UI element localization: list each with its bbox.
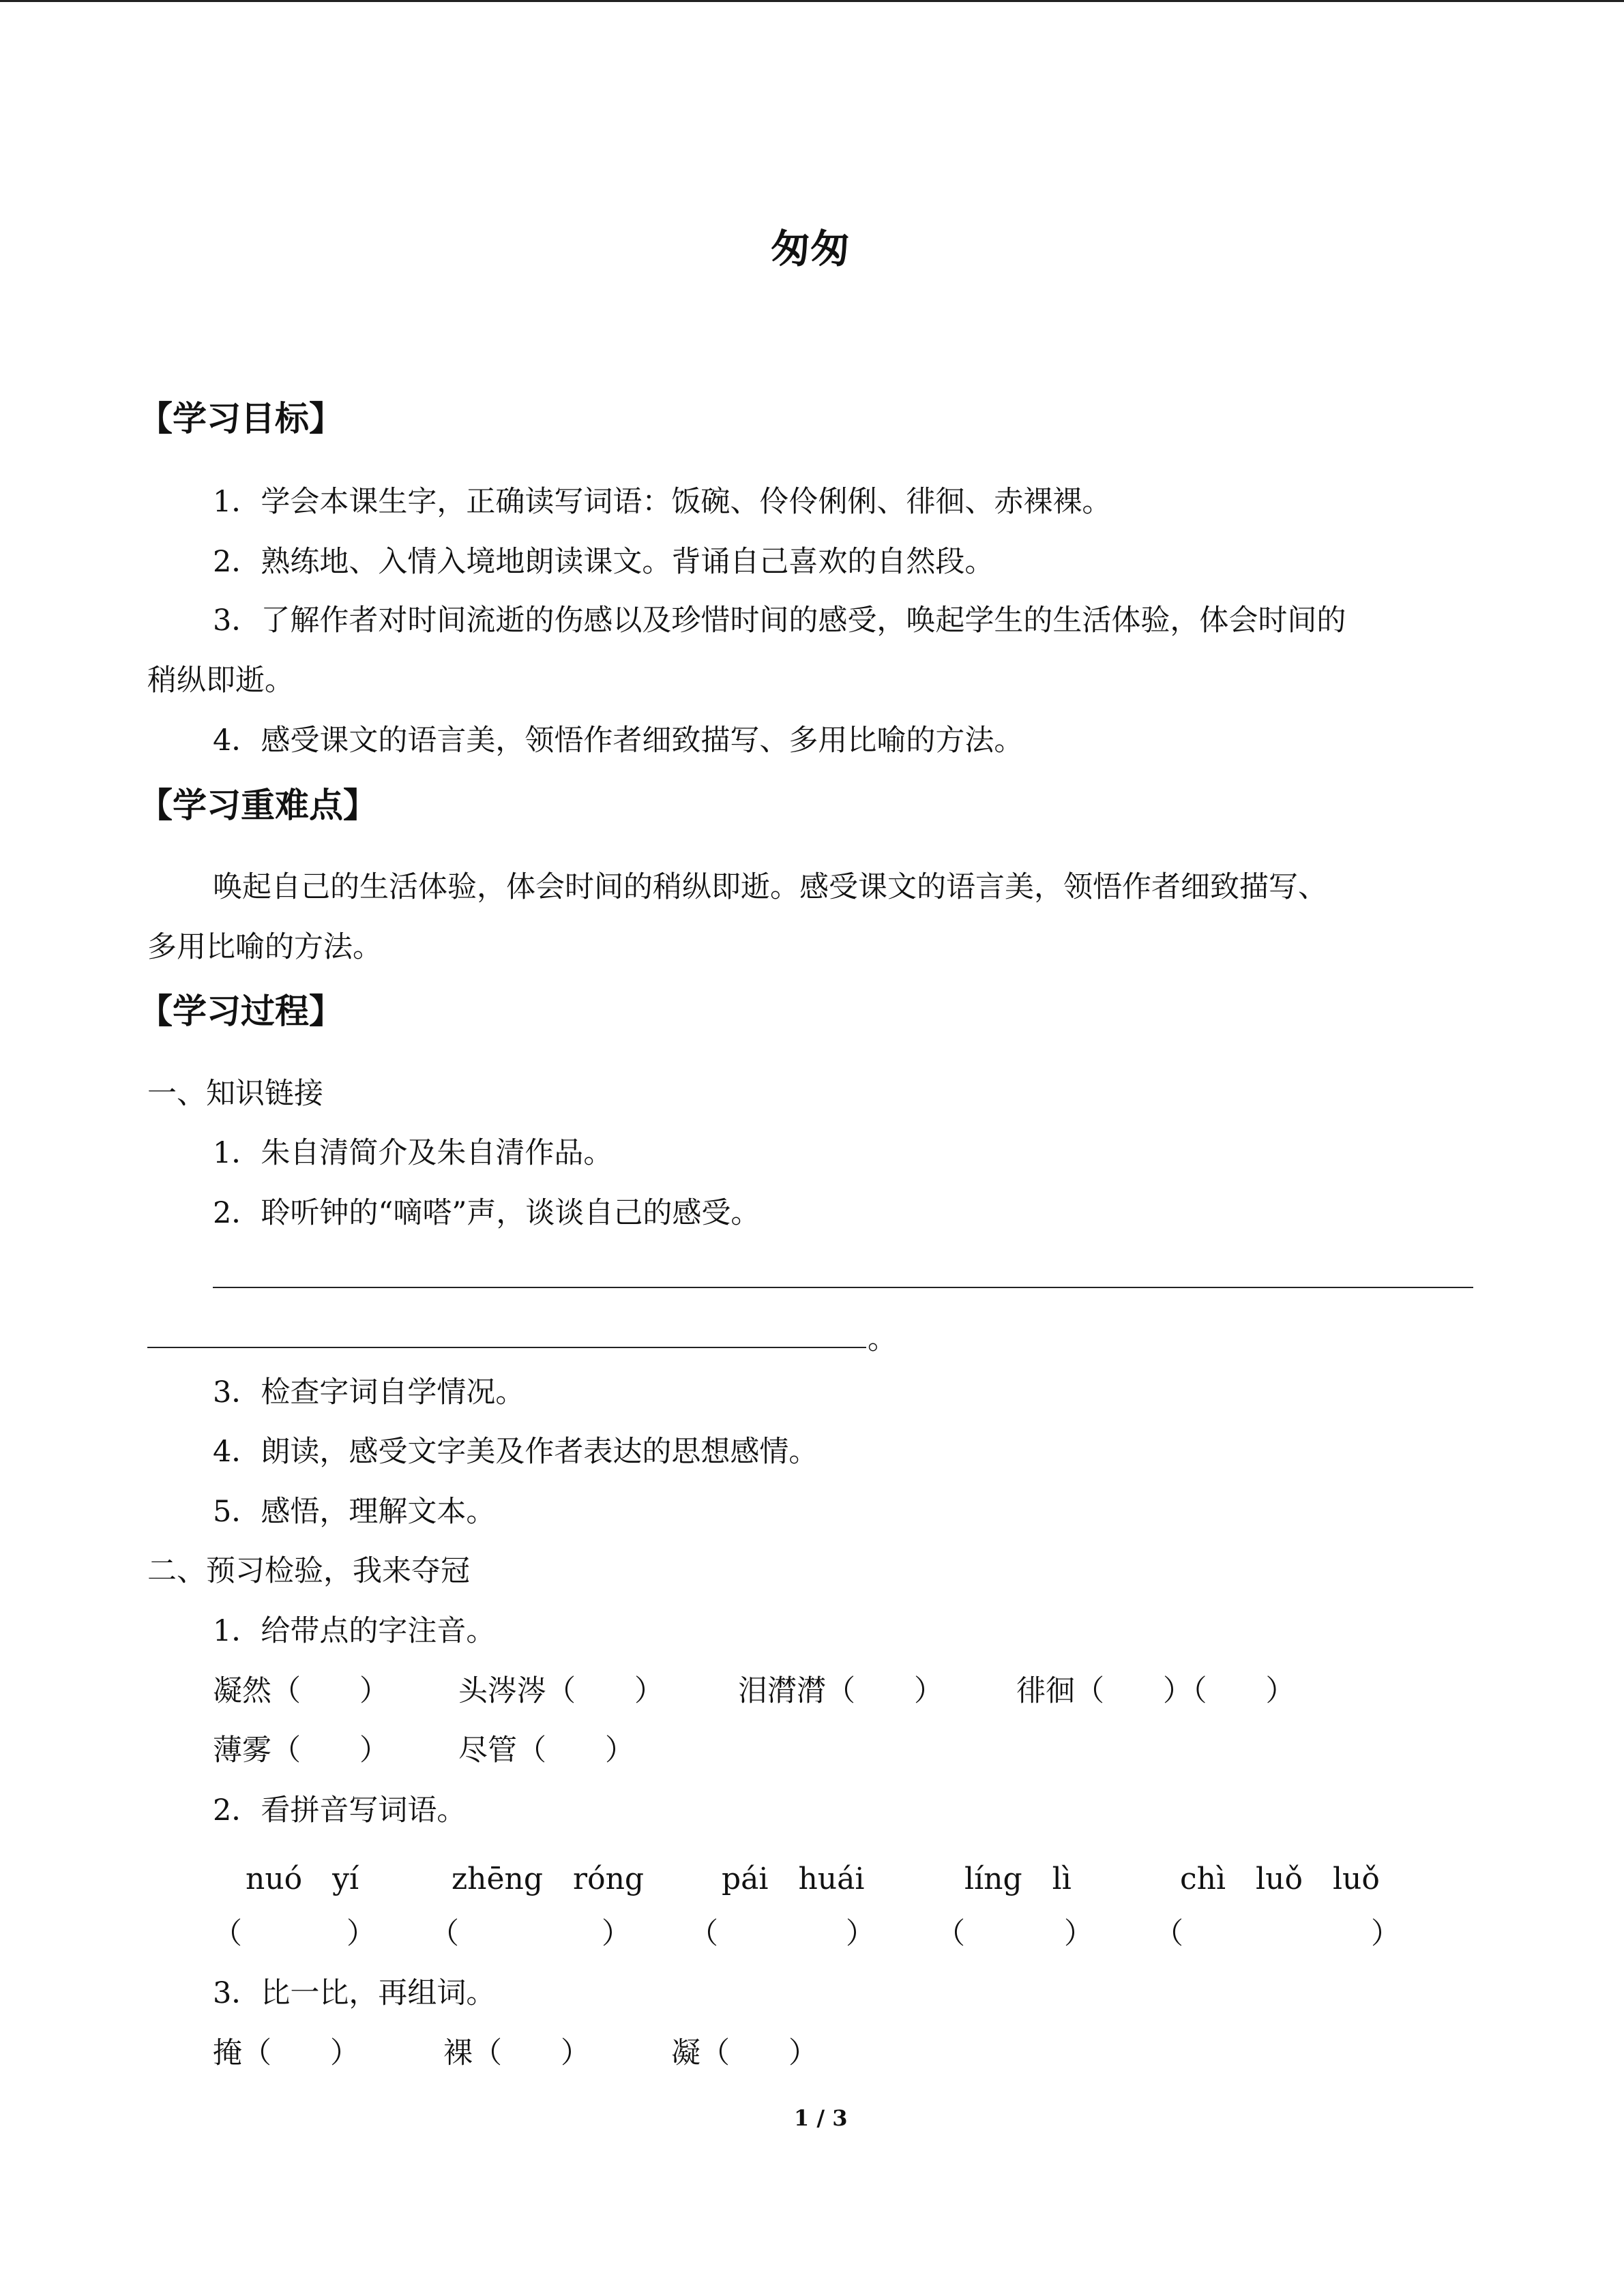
q1-blank-ningran[interactable]: 凝然（ ） (213, 1674, 389, 1708)
answer-line-2[interactable] (147, 1347, 866, 1348)
goals-heading: 【学习目标】 (138, 399, 343, 438)
q1-blank-bowu[interactable]: 薄雾（ ） (213, 1733, 389, 1768)
q2-answer-box-4-open[interactable]: （ (936, 1917, 965, 1951)
q2-pinyin-3: pái huái (722, 1862, 865, 1896)
q1-blank-leishanshan[interactable]: 泪潸潸（ ） (738, 1674, 943, 1708)
q2-answer-box-4-close[interactable]: ） (1064, 1917, 1093, 1951)
q3-blank-yan[interactable]: 掩（ ） (213, 2036, 359, 2070)
q3-label: 3．比一比，再组词。 (213, 1976, 496, 2010)
q1-label: 1．给带点的字注音。 (213, 1614, 496, 1648)
q2-answer-box-1-open[interactable]: （ (213, 1917, 242, 1951)
process-heading: 【学习过程】 (138, 992, 343, 1031)
key-points-heading: 【学习重难点】 (138, 786, 377, 825)
q2-answer-box-3-close[interactable]: ） (846, 1917, 875, 1951)
q1-blank-paihuai[interactable]: 徘徊（ ）（ ） (1016, 1674, 1295, 1708)
goal-item-1: 1．学会本课生字，正确读写词语：饭碗、伶伶俐俐、徘徊、赤裸裸。 (213, 485, 1112, 519)
part1-item-1: 1．朱自清简介及朱自清作品。 (213, 1136, 613, 1170)
goal-item-2: 2．熟练地、入情入境地朗读课文。背诵自己喜欢的自然段。 (213, 545, 994, 579)
q2-answer-box-2-open[interactable]: （ (430, 1917, 459, 1951)
top-border-line (0, 0, 1624, 2)
q2-answer-box-5-open[interactable]: （ (1154, 1917, 1183, 1951)
answer-line-1[interactable] (213, 1287, 1473, 1288)
q3-blank-luo[interactable]: 裸（ ） (443, 2036, 590, 2070)
answer-line-end-mark: 。 (868, 1322, 897, 1356)
q2-pinyin-4: líng lì (964, 1862, 1072, 1896)
page-number: 1 / 3 (794, 2105, 848, 2131)
goal-item-4: 4．感受课文的语言美，领悟作者细致描写、多用比喻的方法。 (213, 724, 1024, 758)
q3-blank-ning[interactable]: 凝（ ） (671, 2036, 818, 2070)
part2-title: 二、预习检验，我来夺冠 (147, 1554, 470, 1588)
part1-item-3: 3．检查字词自学情况。 (213, 1375, 525, 1410)
goal-item-3-continued: 稍纵即逝。 (147, 664, 294, 698)
part1-item-4: 4．朗读，感受文字美及作者表达的思想感情。 (213, 1435, 818, 1469)
q1-blank-toucencen[interactable]: 头涔涔（ ） (458, 1674, 664, 1708)
key-points-line-2: 多用比喻的方法。 (147, 930, 382, 964)
q1-blank-jinguan[interactable]: 尽管（ ） (458, 1733, 634, 1768)
page-title: 匆匆 (771, 226, 851, 272)
q2-answer-box-3-open[interactable]: （ (689, 1917, 718, 1951)
part1-title: 一、知识链接 (147, 1077, 323, 1111)
q2-answer-box-5-close[interactable]: ） (1371, 1917, 1400, 1951)
q2-pinyin-5: chì luǒ luǒ (1180, 1862, 1380, 1896)
q2-pinyin-2: zhēng róng (452, 1862, 645, 1896)
q2-label: 2．看拼音写词语。 (213, 1793, 467, 1828)
part1-item-2: 2．聆听钟的“嘀嗒”声，谈谈自己的感受。 (213, 1196, 761, 1230)
q2-answer-box-1-close[interactable]: ） (346, 1917, 376, 1951)
q2-pinyin-1: nuó yí (246, 1862, 359, 1896)
part1-item-5: 5．感悟，理解文本。 (213, 1495, 496, 1529)
key-points-line-1: 唤起自己的生活体验，体会时间的稍纵即逝。感受课文的语言美，领悟作者细致描写、 (213, 870, 1327, 904)
q2-answer-box-2-close[interactable]: ） (602, 1917, 631, 1951)
goal-item-3: 3．了解作者对时间流逝的伤感以及珍惜时间的感受，唤起学生的生活体验，体会时间的 (213, 603, 1346, 638)
